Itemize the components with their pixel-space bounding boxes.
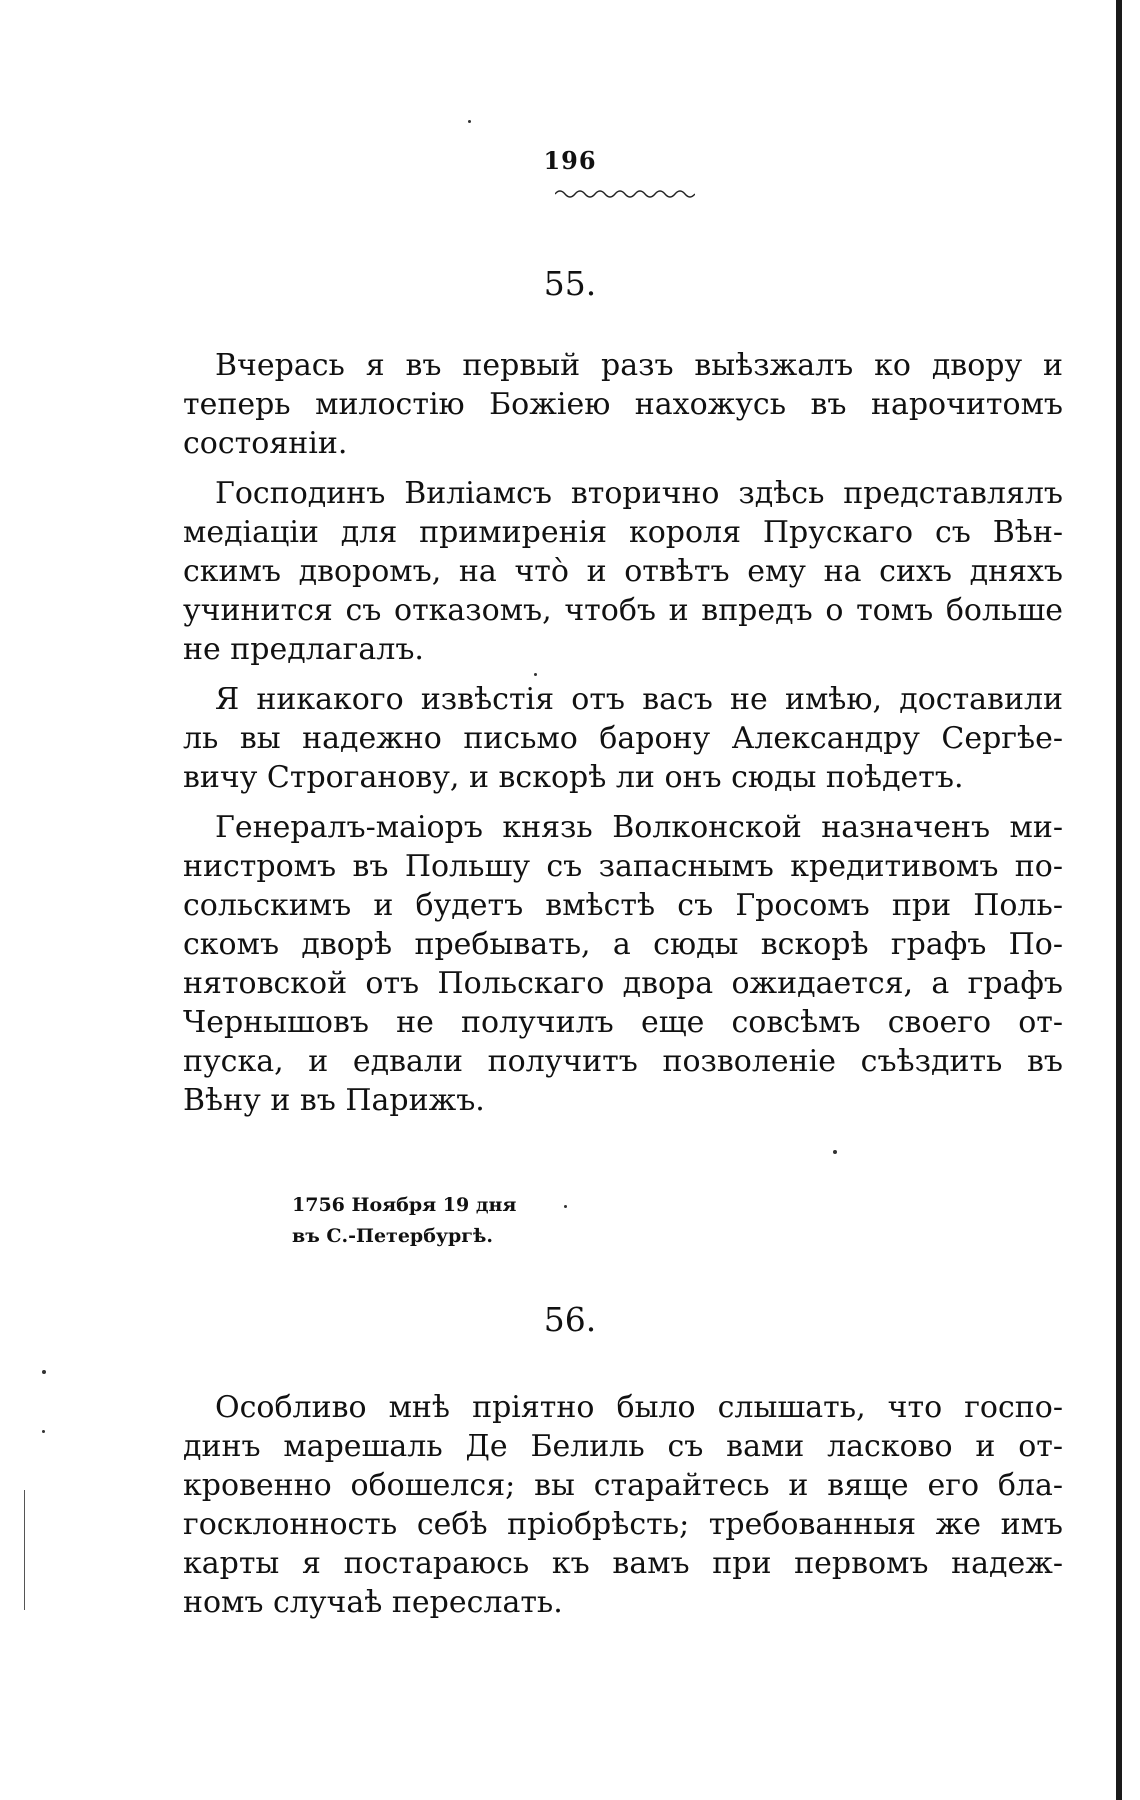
- text-line: сольскимъ и будетъ вмѣстѣ съ Гросомъ при Поль-: [183, 888, 1063, 923]
- dateline-date: 1756 Ноября 19 дня: [292, 1194, 517, 1216]
- text-line: Генералъ-маіоръ князь Волконской назначенъ ми-: [215, 810, 1063, 845]
- text-line: кровенно обошелся; вы старайтесь и вяще его бла-: [183, 1468, 1063, 1503]
- wavy-ornament: [555, 188, 695, 200]
- text-line: Господинъ Виліамсъ вторично здѣсь представлялъ: [215, 476, 1063, 511]
- text-line: нистромъ въ Польшу съ запаснымъ кредитивомъ по-: [183, 849, 1063, 884]
- paragraph: [183, 474, 1063, 669]
- scan-margin-mark: [24, 1490, 25, 1610]
- text-line: состояніи.: [183, 426, 348, 461]
- section-number: 55.: [543, 264, 597, 303]
- text-line: Я никакого извѣстія отъ васъ не имѣю, доставили: [215, 682, 1063, 717]
- text-line: учинится съ отказомъ, чтобъ и впредъ о томъ больше: [183, 593, 1063, 628]
- scan-speck: [42, 1430, 45, 1433]
- scan-speck: [42, 1370, 46, 1374]
- text-line: ль вы надежно письмо барону Александру Сергѣе-: [183, 721, 1063, 756]
- text-line: Вѣну и въ Парижъ.: [183, 1083, 485, 1118]
- text-line: динъ марешаль Де Белиль съ вами ласково и от-: [183, 1429, 1063, 1464]
- dateline: [292, 1190, 516, 1252]
- text-line: госклонность себѣ пріобрѣсть; требованныя же имъ: [183, 1507, 1063, 1542]
- text-line: скимъ дворомъ, на что̀ и отвѣтъ ему на сихъ дняхъ: [183, 554, 1063, 589]
- paragraph: [183, 808, 1063, 1120]
- paragraph: [183, 346, 1063, 463]
- dateline-place: въ С.-Петербургѣ.: [292, 1225, 493, 1247]
- text-line: не предлагалъ.: [183, 632, 424, 667]
- scan-speck: [564, 1205, 567, 1208]
- text-line: теперь милостію Божіею нахожусь въ нарочитомъ: [183, 387, 1063, 422]
- letter-55-body: [183, 346, 1063, 1131]
- section-number: 56.: [543, 1300, 597, 1339]
- text-line: Чернышовъ не получилъ еще совсѣмъ своего от-: [183, 1005, 1063, 1040]
- scan-speck: [833, 1150, 837, 1154]
- scan-speck: [534, 673, 537, 676]
- text-line: нятовской отъ Польскаго двора ожидается, а графъ: [183, 966, 1063, 1001]
- page-number: 196: [543, 146, 597, 175]
- letter-56-body: [183, 1388, 1063, 1633]
- text-line: Особливо мнѣ пріятно было слышать, что госпо-: [215, 1390, 1063, 1425]
- text-line: Вчерась я въ первый разъ выѣзжалъ ко двору и: [215, 348, 1063, 383]
- text-line: медіаціи для примиренія короля Прускаго съ Вѣн-: [183, 515, 1063, 550]
- text-line: пуска, и едвали получитъ позволеніе съѣздить въ: [183, 1044, 1063, 1079]
- paragraph: [183, 1388, 1063, 1622]
- text-line: вичу Строганову, и вскорѣ ли онъ сюды поѣдетъ.: [183, 760, 964, 795]
- text-line: скомъ дворѣ пребывать, а сюды вскорѣ графъ По-: [183, 927, 1063, 962]
- text-line: карты я постараюсь къ вамъ при первомъ надеж-: [183, 1546, 1063, 1581]
- paragraph: [183, 680, 1063, 797]
- scan-speck: [468, 120, 471, 123]
- text-line: номъ случаѣ переслать.: [183, 1585, 563, 1620]
